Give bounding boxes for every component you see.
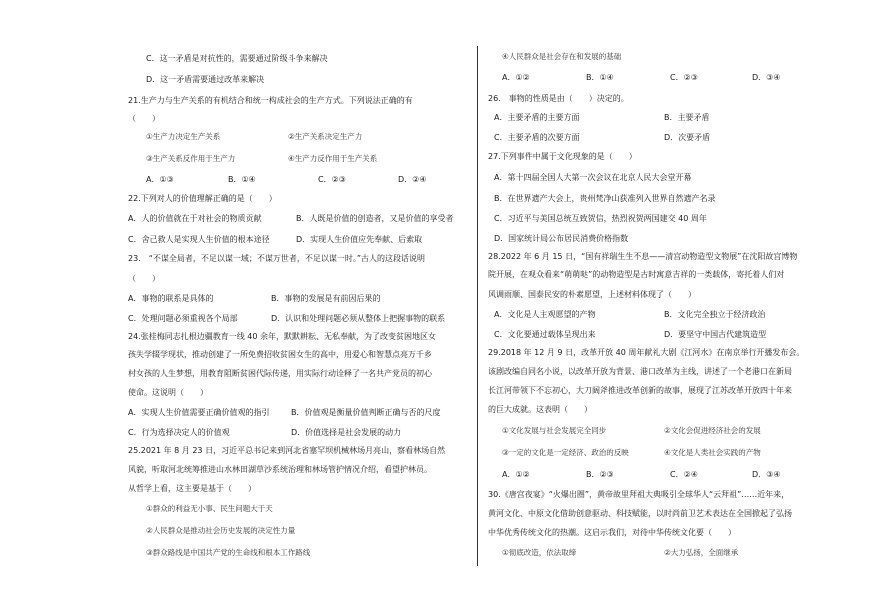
q28-line-2: 院开展，在观众看来“萌萌哒”的动物造型是古时寓意吉祥的一类载体，寄托着人们对 — [488, 270, 785, 279]
q29-line-4: 的巨大成就。这表明（ ） — [488, 405, 592, 414]
q21-item-3: ③生产关系反作用于生产力 — [146, 154, 236, 163]
q22-choice-a: A．人的价值就在于对社会的物质贡献 — [128, 214, 262, 223]
q24-line-1: 24.张桂梅同志扎根边疆教育一线 40 余年，默默耕耘、无私奉献，为了改变贫困地区女 — [128, 332, 436, 341]
q26-stem: 26. 事物的性质是由（ ）决定的。 — [488, 94, 629, 103]
q25-choice-b: B．①④ — [586, 73, 614, 82]
q27-stem: 27.下列事件中属于文化现象的是（ ） — [488, 152, 637, 161]
q23-choice-d: D．认识和处理问题必须从整体上把握事物的联系 — [271, 314, 446, 323]
q26-choice-a: A．主要矛盾的主要方面 — [494, 113, 580, 122]
q25-item-1: ①群众的利益无小事、民生问题大于天 — [146, 504, 273, 513]
q28-line-3: 风调雨顺、国泰民安的朴素愿望，上述材料体现了（ ） — [488, 290, 696, 299]
q21-item-1: ①生产力决定生产关系 — [146, 132, 221, 141]
q24-line-4: 使命。这说明（ ） — [128, 388, 208, 397]
q30-line-3: 中华优秀传统文化的热潮。这启示我们，对待中华传统文化要（ ） — [488, 528, 736, 537]
q30-item-1: ①彻底改造，依法取缔 — [502, 548, 577, 557]
q24-choice-a: A．实现人生价值需要正确价值观的指引 — [128, 408, 270, 417]
q29-line-2: 该剧改编自同名小说，以改革开放为背景、港口改革为主线，讲述了一个老港口在新局 — [488, 367, 792, 376]
q25-line-3: 从哲学上看，这主要是基于（ ） — [128, 484, 256, 493]
q25-choice-d: D．③④ — [752, 73, 781, 82]
q23-stem: 23. “不谋全局者，不足以谋一域；不谋万世者，不足以谋一时。”古人的这段话说明 — [128, 254, 426, 263]
q25-item-2: ②人民群众是推动社会历史发展的决定性力量 — [146, 526, 296, 535]
q29-choice-a: A．①② — [502, 470, 530, 479]
q28-choice-d: D．要坚守中国古代建筑造型 — [664, 330, 767, 339]
q29-item-1: ①文化发展与社会发展完全同步 — [502, 426, 607, 435]
q24-choice-c: C．行为选择决定人的价值观 — [128, 428, 230, 437]
q20-option-c: C．这一矛盾是对抗性的，需要通过阶级斗争来解决 — [146, 54, 328, 63]
q30-item-2: ②大力弘扬，全面继承 — [664, 548, 739, 557]
q29-choice-c: C．②④ — [670, 470, 698, 479]
q23-paren: （ ） — [128, 274, 160, 283]
q21-paren: （ ） — [128, 114, 160, 123]
q30-line-1: 30.《唐宫夜宴》“火爆出圈”，黄帝故里拜祖大典吸引全球华人“云拜祖”……近年来， — [488, 490, 790, 499]
q25-line-2: 风貌，听取河北统筹推进山水林田湖草沙系统治理和林场管护情况介绍，看望护林员。 — [128, 465, 432, 474]
q28-choice-a: A．文化是人主观愿望的产物 — [494, 310, 596, 319]
q24-line-3: 村女孩的人生梦想，用教育阻断贫困代际传递，用实际行动诠释了一名共产党员的初心 — [128, 369, 432, 378]
q25-item-4: ④人民群众是社会存在和发展的基础 — [502, 52, 622, 61]
q26-choice-b: B．主要矛盾 — [664, 113, 710, 122]
q23-choice-b: B．事物的发展是有前因后果的 — [271, 294, 381, 303]
q28-choice-b: B．文化完全独立于经济政治 — [664, 310, 766, 319]
q21-choice-d: D．②④ — [398, 175, 427, 184]
q21-choice-c: C．②③ — [318, 175, 346, 184]
q21-stem: 21.生产力与生产关系的有机结合和统一构成社会的生产方式。下列说法正确的有 — [128, 96, 413, 105]
q29-item-3: ③一定的文化是一定经济、政治的反映 — [502, 448, 629, 457]
q26-choice-d: D．次要矛盾 — [664, 133, 711, 142]
q30-line-2: 黄河文化、中原文化借助创意驱动、科技赋能，以时尚前卫艺术表达在全国掀起了弘扬 — [488, 509, 792, 518]
q22-choice-c: C．舍己救人是实现人生价值的根本途径 — [128, 235, 270, 244]
q24-choice-d: D．价值选择是社会发展的动力 — [291, 428, 402, 437]
q27-choice-c: C．习近平与美国总统互致贺信，热烈祝贺两国建交 40 周年 — [494, 214, 707, 223]
q27-choice-a: A．第十四届全国人大第一次会议在北京人民大会堂开幕 — [494, 173, 692, 182]
q28-line-1: 28.2022 年 6 月 15 日，“国有祥瑞生生不息——清宫动物造型文物展”在沈阳故宫博物 — [488, 252, 798, 261]
q29-line-1: 29.2018 年 12 月 9 日，改革开放 40 周年献礼大剧《江河水》在南京举行开播发布会。 — [488, 348, 805, 357]
q29-item-4: ④文化是人类社会实践的产物 — [664, 448, 761, 457]
q26-choice-c: C．主要矛盾的次要方面 — [494, 133, 580, 142]
q29-choice-d: D．③④ — [752, 470, 781, 479]
column-divider — [477, 46, 478, 566]
q22-stem: 22.下列对人的价值理解正确的是（ ） — [128, 194, 277, 203]
q25-choice-c: C．②③ — [670, 73, 698, 82]
q21-item-4: ④生产力反作用于生产关系 — [288, 154, 378, 163]
q27-choice-b: B．在世界遗产大会上，贵州梵净山获准列入世界自然遗产名录 — [494, 194, 716, 203]
q22-choice-d: D．实现人生价值应先奉献、后索取 — [296, 235, 423, 244]
q20-option-d: D．这一矛盾需要通过改革来解决 — [146, 75, 265, 84]
q24-choice-b: B．价值观是衡量价值判断正确与否的尺度 — [291, 408, 441, 417]
q25-item-3: ③群众路线是中国共产党的生命线和根本工作路线 — [146, 548, 311, 557]
q21-choice-b: B．①④ — [228, 175, 256, 184]
q29-choice-b: B．②③ — [586, 470, 614, 479]
q23-choice-a: A．事物的联系是具体的 — [128, 294, 214, 303]
q22-choice-b: B．人既是价值的创造者，又是价值的享受者 — [296, 214, 454, 223]
q23-choice-c: C．处理问题必须重视各个局部 — [128, 314, 238, 323]
q29-line-3: 长江河带领下不忘初心，大刀阔斧推进改革创新的故事，展现了江苏改革开放四十年来 — [488, 386, 792, 395]
q21-choice-a: A．①③ — [146, 175, 174, 184]
q25-choice-a: A．①② — [502, 73, 530, 82]
q25-line-1: 25.2021 年 8 月 23 日，习近平总书记来到河北省塞罕坝机械林场月亮山，察看林场自然 — [128, 446, 446, 455]
q29-item-2: ②文化会促进经济社会的发展 — [664, 426, 761, 435]
q28-choice-c: C．文化要通过载体呈现出来 — [494, 330, 596, 339]
q27-choice-d: D．国家统计局公布居民消费价格指数 — [494, 234, 629, 243]
q24-line-2: 孩失学辍学现状，推动创建了一所免费招收贫困女生的高中，用爱心和智慧点亮万千乡 — [128, 350, 432, 359]
q21-item-2: ②生产关系决定生产力 — [288, 132, 363, 141]
